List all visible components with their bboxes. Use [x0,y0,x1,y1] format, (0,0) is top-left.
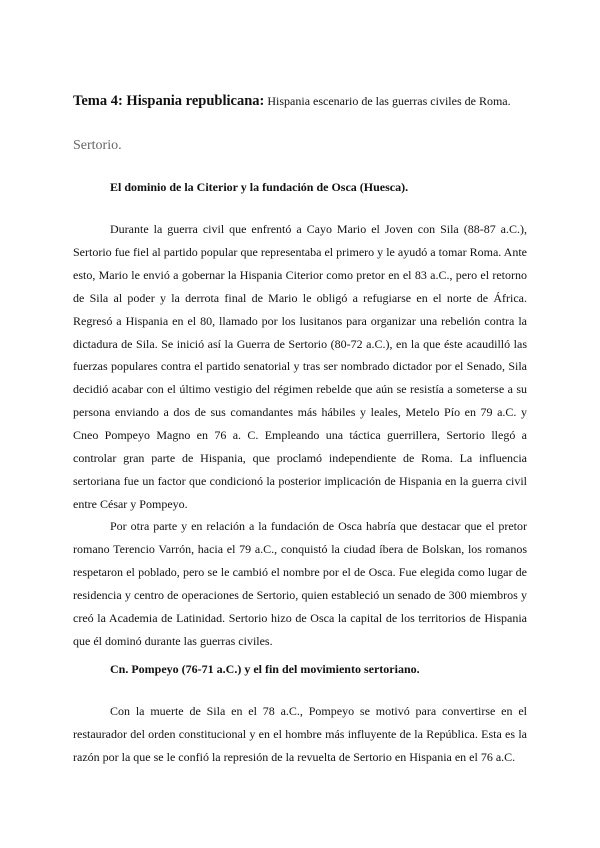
document-heading [73,92,533,110]
section-title: Sertorio. [73,138,122,153]
subsection-title-1: El dominio de la Citerior y la fundación de Osca (Huesca). [110,180,409,194]
heading-bold: Tema 4: Hispania republicana: [73,93,265,109]
paragraph-2: Por otra parte y en relación a la fundación de Osca habría que destacar que el pretor romano Terencio Varrón, hacia el 79 a.C., conquistó la ciudad íbera de Bolskan, los romanos respetaron el poblado, pero se le cambió el nombre por el de Osca. Fue elegida como lugar de residencia y centro de operaciones de Sertorio, quien estableció un senado de 300 miembros y creó la Academia de Latinidad. Sertorio hizo de Osca la capital de los territorios de Hispania que él dominó durante las guerras civiles. [73,519,527,648]
subsection-title-2: Cn. Pompeyo (76-71 a.C.) y el fin del movimiento sertoriano. [110,662,420,676]
heading-subtitle: Hispania escenario de las guerras civiles de Roma. [264,94,511,108]
paragraph-1: Durante la guerra civil que enfrentó a Cayo Mario el Joven con Sila (88-87 a.C.), Sertorio fue fiel al partido popular que representaba el primero y le ayudó a tomar Roma. Ante esto, Mario le envió a gobernar la Hispania Citerior como pretor en el 83 a.C., pero el retorno de Sila al poder y la derrota final de Mario le obligó a refugiarse en el norte de África. Regresó a Hispania en el 80, llamado por los lusitanos para organizar una rebelión contra la dictadura de Sila. Se inició así la Guerra de Sertorio (80-72 a.C.), en la que éste acaudilló las fuerzas populares contra el partido senatorial y tras ser nombrado dictador por el Senado, Sila decidió acabar con el último vestigio del régimen rebelde que aún se resistía a someterse a su persona enviando a dos de sus comandantes más hábiles y leales, Metelo Pío en 79 a.C. y Cneo Pompeyo Magno en 76 a. C. Empleando una táctica guerrillera, Sertorio llegó a controlar gran parte de Hispania, que proclamó independiente de Roma. La influencia sertoriana fue un factor que condicionó la posterior implicación de Hispania en la guerra civil entre César y Pompeyo. [73,222,527,511]
paragraph-3: Con la muerte de Sila en el 78 a.C., Pompeyo se motivó para convertirse en el restaurador del orden constitucional y en el hombre más influyente de la República. Esta es la razón por la que se le confió la represión de la revuelta de Sertorio en Hispania en el 76 a.C. [73,704,527,764]
